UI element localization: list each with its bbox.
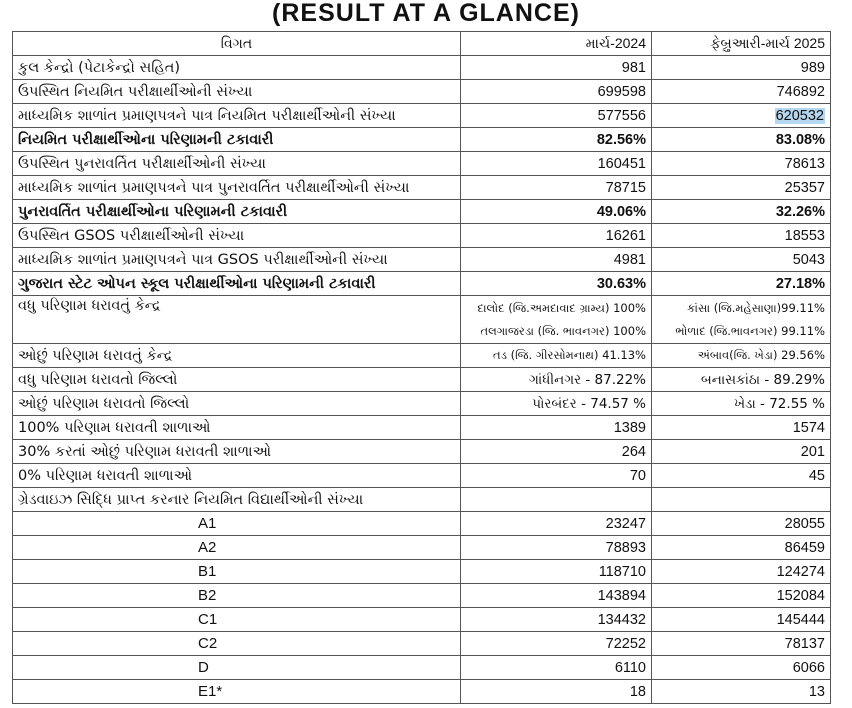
table-header-row	[13, 32, 831, 56]
value-2025	[652, 488, 831, 512]
header-2025: ફેબ્રુઆરી-માર્ચ 2025	[652, 32, 831, 56]
row-label: ઉપસ્થિત પુનરાવર્તિત પરીક્ષાર્થીઓની સંખ્યા	[13, 152, 461, 176]
row-label: ઉપસ્થિત નિયમિત પરીક્ષાર્થીઓની સંખ્યા	[13, 80, 461, 104]
value-2024: 16261	[461, 224, 652, 248]
row-label: માધ્યમિક શાળાંત પ્રમાણપત્રને પાત્ર પુનરાવર્તિત પરીક્ષાર્થીઓની સંખ્યા	[13, 176, 461, 200]
value-2025: 25357	[652, 176, 831, 200]
value-2025: 6066	[652, 656, 831, 680]
value-2025: 5043	[652, 248, 831, 272]
grade-row	[13, 512, 831, 536]
value-2024: 30.63%	[461, 272, 652, 296]
result-table	[12, 31, 831, 704]
value-2024: 699598	[461, 80, 652, 104]
table-row	[13, 464, 831, 488]
value-2025: 45	[652, 464, 831, 488]
grade-row	[13, 536, 831, 560]
grade-row	[13, 680, 831, 704]
value-2025: 152084	[652, 584, 831, 608]
value-2025: 28055	[652, 512, 831, 536]
value-2025-line-1: કાંસા (જિ.મહેસાણા)99.11%	[687, 300, 825, 315]
grade-label: A1	[13, 512, 461, 536]
value-2024	[461, 296, 652, 344]
header-2024: માર્ચ-2024	[461, 32, 652, 56]
value-2024: 70	[461, 464, 652, 488]
row-label: પુનરાવર્તિત પરીક્ષાર્થીઓના પરિણામની ટકાવારી	[13, 200, 461, 224]
table-row	[13, 104, 831, 128]
table-row	[13, 128, 831, 152]
grade-label: C2	[13, 632, 461, 656]
table-row	[13, 272, 831, 296]
value-2025: 989	[652, 56, 831, 80]
grade-row	[13, 584, 831, 608]
value-2025-cell[interactable]	[652, 104, 831, 128]
row-label: 0% પરિણામ ધરાવતી શાળાઓ	[13, 464, 461, 488]
table-row	[13, 248, 831, 272]
row-label: માધ્યમિક શાળાંત પ્રમાણપત્રને પાત્ર નિયમિત પરીક્ષાર્થીઓની સંખ્યા	[13, 104, 461, 128]
row-label: ગુજરાત સ્ટેટ ઓપન સ્કૂલ પરીક્ષાર્થીઓના પરિણામની ટકાવારી	[13, 272, 461, 296]
value-2024: 981	[461, 56, 652, 80]
row-label: ઓછું પરિણામ ધરાવતું કેન્દ્ર	[13, 344, 461, 368]
value-2025: 83.08%	[652, 128, 831, 152]
value-2024: 1389	[461, 416, 652, 440]
value-2025: 145444	[652, 608, 831, 632]
value-2024: 143894	[461, 584, 652, 608]
value-2024: 82.56%	[461, 128, 652, 152]
table-row	[13, 440, 831, 464]
value-2024	[461, 488, 652, 512]
row-label: ઉપસ્થિત GSOS પરીક્ષાર્થીઓની સંખ્યા	[13, 224, 461, 248]
value-2024-line-2: તલગાજરડા (જિ. ભાવનગર) 100%	[480, 323, 646, 338]
row-label: વધુ પરિણામ ધરાવતો જિલ્લો	[13, 368, 461, 392]
value-2024-line-1: દાલોદ (જિ.અમદાવાદ ગ્રામ્ય) 100%	[477, 300, 646, 315]
row-label: ગ્રેડવાઇઝ સિદ્ધિ પ્રાપ્ત કરનાર નિયમિત વિદ્યાર્થીઓની સંખ્યા	[13, 488, 461, 512]
value-2025: 1574	[652, 416, 831, 440]
value-2025: બનાસકાંઠા - 89.29%	[652, 368, 831, 392]
value-2024: 577556	[461, 104, 652, 128]
selected-value-2025[interactable]: 620532	[775, 107, 824, 124]
value-2025	[652, 296, 831, 344]
value-2024: 264	[461, 440, 652, 464]
value-2025: 124274	[652, 560, 831, 584]
table-row	[13, 80, 831, 104]
grade-row	[13, 632, 831, 656]
value-2024: 23247	[461, 512, 652, 536]
value-2024: 4981	[461, 248, 652, 272]
header-detail: વિગત	[13, 32, 461, 56]
table-row	[13, 488, 831, 512]
table-row	[13, 368, 831, 392]
row-label: 100% પરિણામ ધરાવતી શાળાઓ	[13, 416, 461, 440]
grade-row	[13, 656, 831, 680]
value-2024: 134432	[461, 608, 652, 632]
row-label: કુલ કેન્દ્રો (પેટાકેન્દ્રો સહિત)	[13, 56, 461, 80]
value-2024: 118710	[461, 560, 652, 584]
value-2025: 86459	[652, 536, 831, 560]
value-2024: 78893	[461, 536, 652, 560]
row-label-text: વધુ પરિણામ ધરાવતું કેન્દ્ર	[18, 298, 161, 314]
table-row	[13, 296, 831, 344]
value-2025: અંબાવ(જિ. ખેડા) 29.56%	[652, 344, 831, 368]
value-2025: ખેડા - 72.55 %	[652, 392, 831, 416]
value-2024: પોરબંદર - 74.57 %	[461, 392, 652, 416]
table-row	[13, 416, 831, 440]
value-2024: 6110	[461, 656, 652, 680]
row-label: ઓછું પરિણામ ધરાવતો જિલ્લો	[13, 392, 461, 416]
table-row	[13, 56, 831, 80]
grade-row	[13, 560, 831, 584]
table-row	[13, 392, 831, 416]
value-2024: 18	[461, 680, 652, 704]
grade-label: B2	[13, 584, 461, 608]
grade-label: C1	[13, 608, 461, 632]
value-2025: 32.26%	[652, 200, 831, 224]
table-row	[13, 224, 831, 248]
grade-row	[13, 608, 831, 632]
page-title: (RESULT AT A GLANCE)	[272, 0, 580, 27]
value-2024: 72252	[461, 632, 652, 656]
table-row	[13, 344, 831, 368]
value-2024: 78715	[461, 176, 652, 200]
value-2024: ગાંધીનગર - 87.22%	[461, 368, 652, 392]
table-row	[13, 176, 831, 200]
grade-label: E1*	[13, 680, 461, 704]
value-2024: તડ (જિ. ગીરસોમનાથ) 41.13%	[461, 344, 652, 368]
grade-label: D	[13, 656, 461, 680]
grade-label: B1	[13, 560, 461, 584]
value-2025: 78137	[652, 632, 831, 656]
value-2025: 18553	[652, 224, 831, 248]
value-2025-line-2: ભોળાદ (જિ.ભાવનગર) 99.11%	[675, 323, 825, 338]
row-label: માધ્યમિક શાળાંત પ્રમાણપત્રને પાત્ર GSOS પરીક્ષાર્થીઓની સંખ્યા	[13, 248, 461, 272]
value-2025: 746892	[652, 80, 831, 104]
row-label: નિયમિત પરીક્ષાર્થીઓના પરિણામની ટકાવારી	[13, 128, 461, 152]
grade-label: A2	[13, 536, 461, 560]
table-row	[13, 152, 831, 176]
value-2025: 27.18%	[652, 272, 831, 296]
table-row	[13, 200, 831, 224]
value-2024: 49.06%	[461, 200, 652, 224]
value-2024: 160451	[461, 152, 652, 176]
value-2025: 201	[652, 440, 831, 464]
row-label: 30% કરતાં ઓછું પરિણામ ધરાવતી શાળાઓ	[13, 440, 461, 464]
value-2025: 78613	[652, 152, 831, 176]
row-label	[13, 296, 461, 344]
value-2025: 13	[652, 680, 831, 704]
